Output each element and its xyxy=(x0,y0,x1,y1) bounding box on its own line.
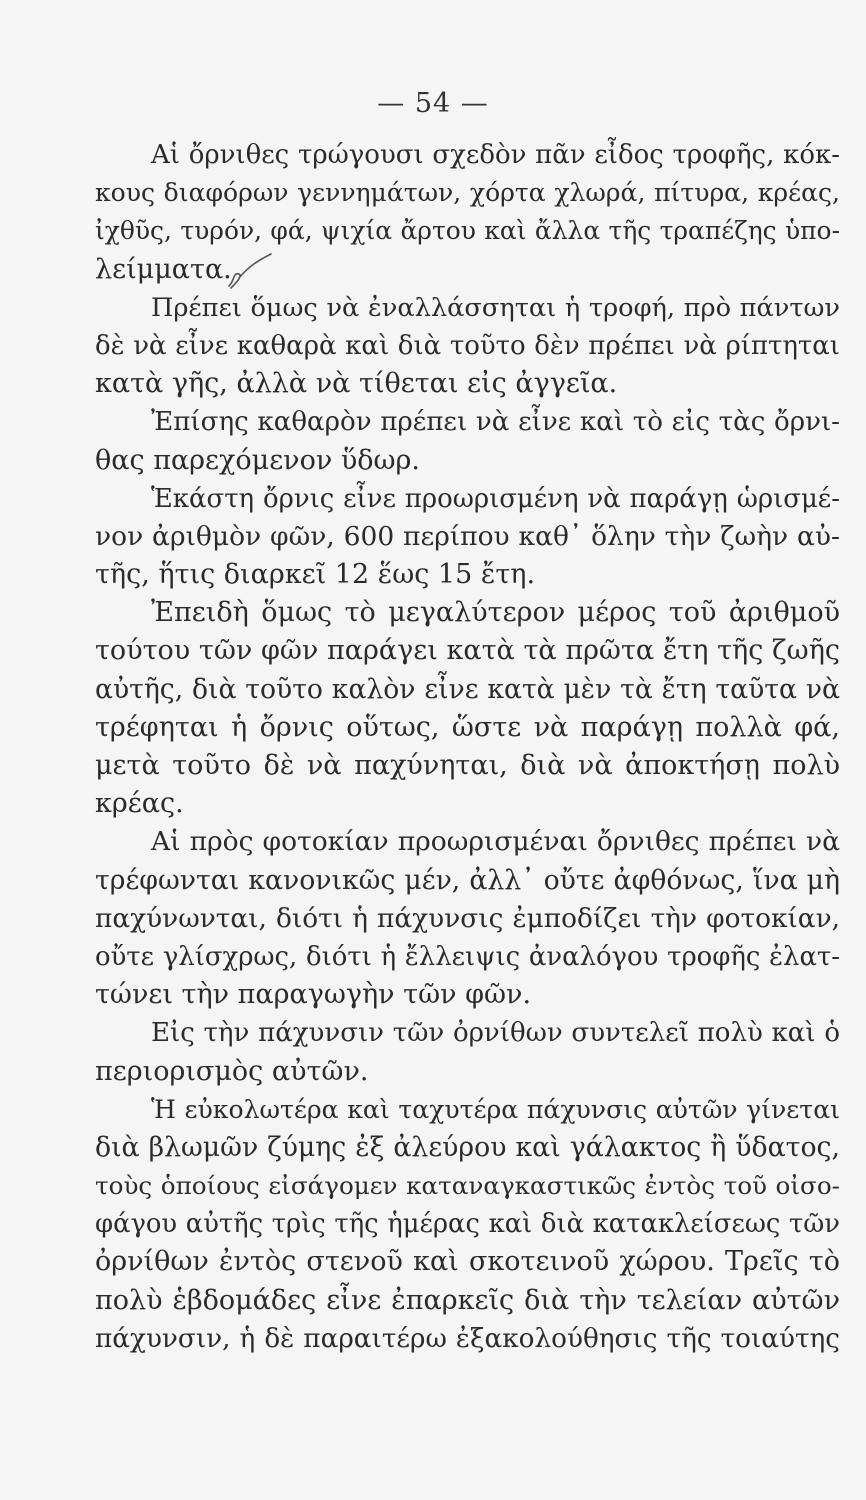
text-line: δὲ νὰ εἶνε καθαρὰ καὶ διὰ τοῦτο δὲν πρέπει νὰ ρίπτηται xyxy=(95,330,840,361)
text-line: Ἑκάστη ὄρνις εἶνε προωρισμένη νὰ παράγῃ ὡρισμέ- xyxy=(151,483,840,514)
text-line: κατὰ γῆς, ἀλλὰ νὰ τίθεται εἰς ἀγγεῖα. xyxy=(95,368,618,400)
text-line: Ἐπειδὴ ὅμως τὸ μεγαλύτερον μέρος τοῦ ἀριθμοῦ xyxy=(151,597,840,629)
text-line: Πρέπει ὅμως νὰ ἐναλλάσσηται ἡ τροφή, πρὸ πάντων xyxy=(151,292,840,323)
text-line: κρέας. xyxy=(95,788,184,820)
text-line: αὐτῆς, διὰ τοῦτο καλὸν εἶνε κατὰ μὲν τὰ ἔτη ταῦτα νὰ xyxy=(95,673,840,705)
text-line: τρέφωνται κανονικῶς μέν, ἀλλ᾽ οὔτε ἀφθόνως, ἵνα μὴ xyxy=(95,864,840,896)
text-line: τρέφηται ἡ ὄρνις οὕτως, ὥστε νὰ παράγῃ πολλὰ φά, xyxy=(95,711,840,743)
body-text xyxy=(95,136,840,1358)
text-line: οὔτε γλίσχρως, διότι ἡ ἔλλειψις ἀναλόγου τροφῆς ἐλατ- xyxy=(95,941,840,972)
text-line: Ἡ εὐκολωτέρα καὶ ταχυτέρα πάχυνσις αὐτῶν γίνεται xyxy=(151,1094,840,1124)
text-line: πολὺ ἑβδομάδες εἶνε ἐπαρκεῖς διὰ τὴν τελείαν αὐτῶν xyxy=(95,1284,840,1316)
text-line: περιορισμὸς αὐτῶν. xyxy=(95,1055,369,1087)
text-line: μετὰ τοῦτο δὲ νὰ παχύνηται, διὰ νὰ ἀποκτήσῃ πολὺ xyxy=(95,750,840,781)
text-line: φάγου αὐτῆς τρὶς τῆς ἡμέρας καὶ διὰ κατακλείσεως τῶν xyxy=(95,1209,840,1240)
text-line: θας παρεχόμενον ὕδωρ. xyxy=(95,444,420,476)
text-line: παχύνωνται, διότι ἡ πάχυνσις ἐμποδίζει τὴν φοτοκίαν, xyxy=(95,903,840,934)
text-line: Εἰς τὴν πάχυνσιν τῶν ὀρνίθων συντελεῖ πολὺ καὶ ὁ xyxy=(151,1018,840,1049)
text-line: τώνει τὴν παραγωγὴν τῶν φῶν. xyxy=(95,979,532,1011)
text-line: νον ἀριθμὸν φῶν, 600 περίπου καθ᾽ ὅλην τὴν ζωὴν αὐ- xyxy=(95,520,840,552)
page-number: — 54 — xyxy=(377,88,489,119)
text-line: διὰ βλωμῶν ζύμης ἐξ ἀλεύρου καὶ γάλακτος ἢ ὕδατος, xyxy=(95,1131,840,1163)
text-line: Ἐπίσης καθαρὸν πρέπει νὰ εἶνε καὶ τὸ εἰς τὰς ὄρνι- xyxy=(151,407,840,438)
text-line: τοὺς ὁποίους εἰσάγομεν καταναγκαστικῶς ἐντὸς τοῦ οἰσο- xyxy=(95,1171,840,1201)
text-line: Αἱ πρὸς φοτοκίαν προωρισμέναι ὄρνιθες πρέπει νὰ xyxy=(151,826,840,858)
text-line: τούτου τῶν φῶν παράγει κατὰ τὰ πρῶτα ἔτη τῆς ζωῆς xyxy=(95,635,840,667)
text-line: ἰχθῦς, τυρόν, φά, ψιχία ἄρτου καὶ ἄλλα τῆς τραπέζης ὑπο- xyxy=(95,216,840,246)
text-line: Αἱ ὄρνιθες τρώγουσι σχεδὸν πᾶν εἶδος τροφῆς, κόκ- xyxy=(151,140,840,170)
text-line: τῆς, ἥτις διαρκεῖ 12 ἕως 15 ἔτη. xyxy=(95,559,536,591)
text-line: λείμματα. xyxy=(95,253,232,285)
text-line: πάχυνσιν, ἡ δὲ παραιτέρω ἐξακολούθησις τῆς τοιαύτης xyxy=(95,1323,840,1354)
text-line: ὀρνίθων ἐντὸς στενοῦ καὶ σκοτεινοῦ χώρου. Τρεῖς τὸ xyxy=(95,1246,840,1278)
text-line: κους διαφόρων γεννημάτων, χόρτα χλωρά, πίτυρα, κρέας, xyxy=(95,178,840,208)
